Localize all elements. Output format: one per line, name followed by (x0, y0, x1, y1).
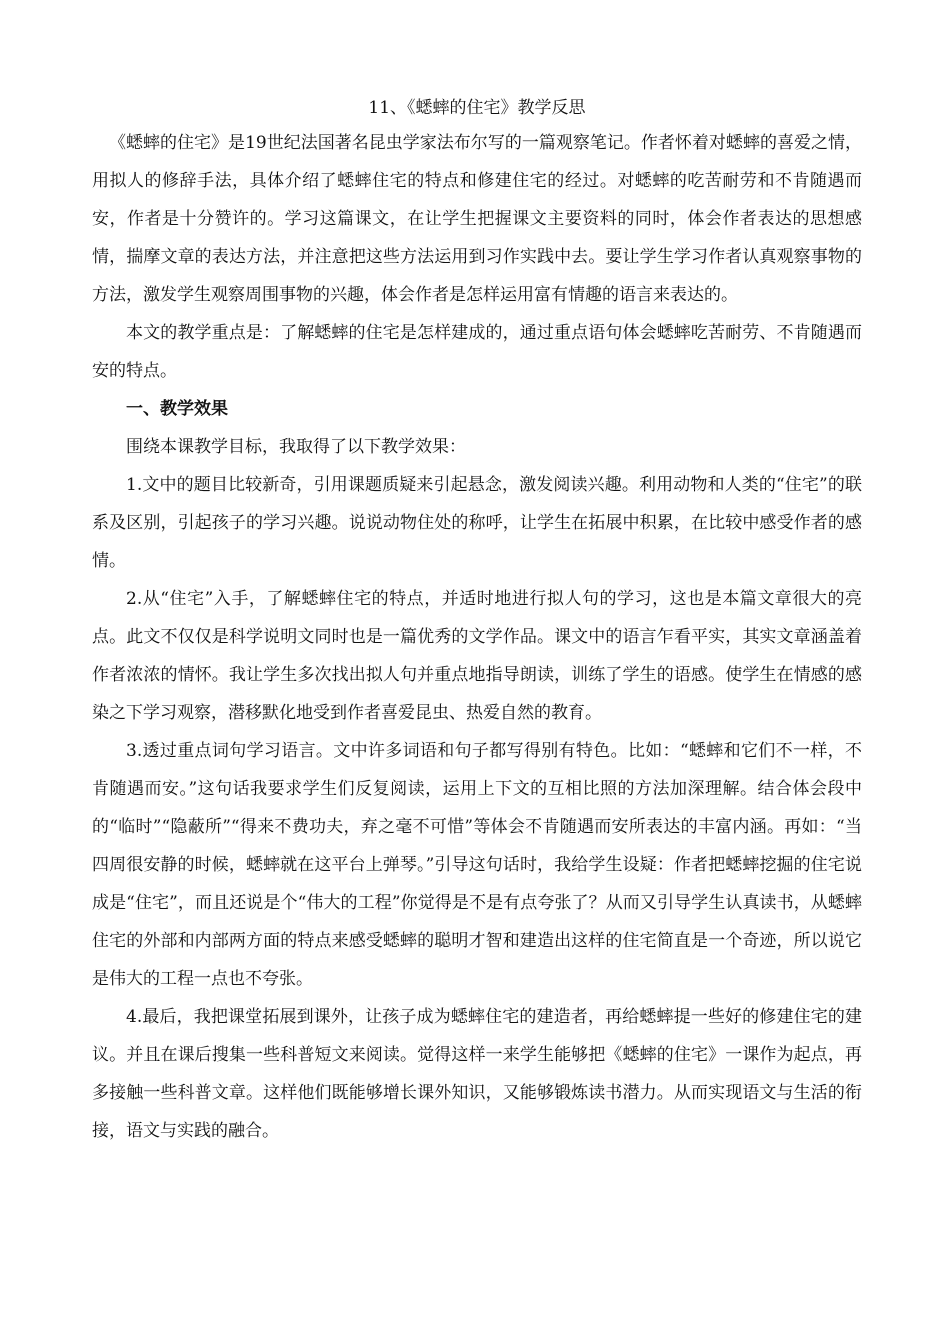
document-page (92, 96, 862, 1150)
paragraph-point-1: 1.文中的题目比较新奇，引用课题质疑来引起悬念，激发阅读兴趣。利用动物和人类的“住宅”的联系及区别，引起孩子的学习兴趣。说说动物住处的称呼，让学生在拓展中积累，在比较中感受作者的感情。 (92, 475, 862, 571)
section-heading-teaching-effect: 一、教学效果 (126, 399, 228, 419)
paragraph-point-3: 3.透过重点词句学习语言。文中许多词语和句子都写得别有特色。比如：“蟋蟀和它们不一样，不肯随遇而安。”这句话我要求学生们反复阅读，运用上下文的互相比照的方法加深理解。结合体会段中的“临时”“隐蔽所”“得来不费功夫，弃之毫不可惜”等体会不肯随遇而安所表达的丰富内涵。再如：“当四周很安静的时候，蟋蟀就在这平台上弹琴。”引导这句话时，我给学生设疑：作者把蟋蟀挖掘的住宅说成是“住宅”，而且还说是个“伟大的工程”你觉得是不是有点夸张了？从而又引导学生认真读书，从蟋蟀住宅的外部和内部两方面的特点来感受蟋蟀的聪明才智和建造出这样的住宅简直是一个奇迹，所以说它是伟大的工程一点也不夸张。 (92, 741, 862, 989)
paragraph-point-4: 4.最后，我把课堂拓展到课外，让孩子成为蟋蟀住宅的建造者，再给蟋蟀提一些好的修建住宅的建议。并且在课后搜集一些科普短文来阅读。觉得这样一来学生能够把《蟋蟀的住宅》一课作为起点，再多接触一些科普文章。这样他们既能够增长课外知识，又能够锻炼读书潜力。从而实现语文与生活的衔接，语文与实践的融合。 (92, 1007, 862, 1141)
document-title: 11、《蟋蟀的住宅》教学反思 (368, 98, 586, 118)
paragraph-intro: 《蟋蟀的住宅》是19世纪法国著名昆虫学家法布尔写的一篇观察笔记。作者怀着对蟋蟀的喜爱之情，用拟人的修辞手法，具体介绍了蟋蟀住宅的特点和修建住宅的经过。对蟋蟀的吃苦耐劳和不肯随遇而安，作者是十分赞许的。学习这篇课文，在让学生把握课文主要资料的同时，体会作者表达的思想感情，揣摩文章的表达方法，并注意把这些方法运用到习作实践中去。要让学生学习作者认真观察事物的方法，激发学生观察周围事物的兴趣，体会作者是怎样运用富有情趣的语言来表达的。 (92, 133, 862, 305)
paragraph-teaching-focus: 本文的教学重点是：了解蟋蟀的住宅是怎样建成的，通过重点语句体会蟋蟀吃苦耐劳、不肯随遇而安的特点。 (92, 323, 862, 381)
paragraph-point-2: 2.从“住宅”入手，了解蟋蟀住宅的特点，并适时地进行拟人句的学习，这也是本篇文章很大的亮点。此文不仅仅是科学说明文同时也是一篇优秀的文学作品。课文中的语言乍看平实，其实文章涵盖着作者浓浓的情怀。我让学生多次找出拟人句并重点地指导朗读，训练了学生的语感。使学生在情感的感染之下学习观察，潜移默化地受到作者喜爱昆虫、热爱自然的教育。 (92, 589, 862, 723)
paragraph-effect-intro: 围绕本课教学目标，我取得了以下教学效果： (126, 437, 466, 457)
